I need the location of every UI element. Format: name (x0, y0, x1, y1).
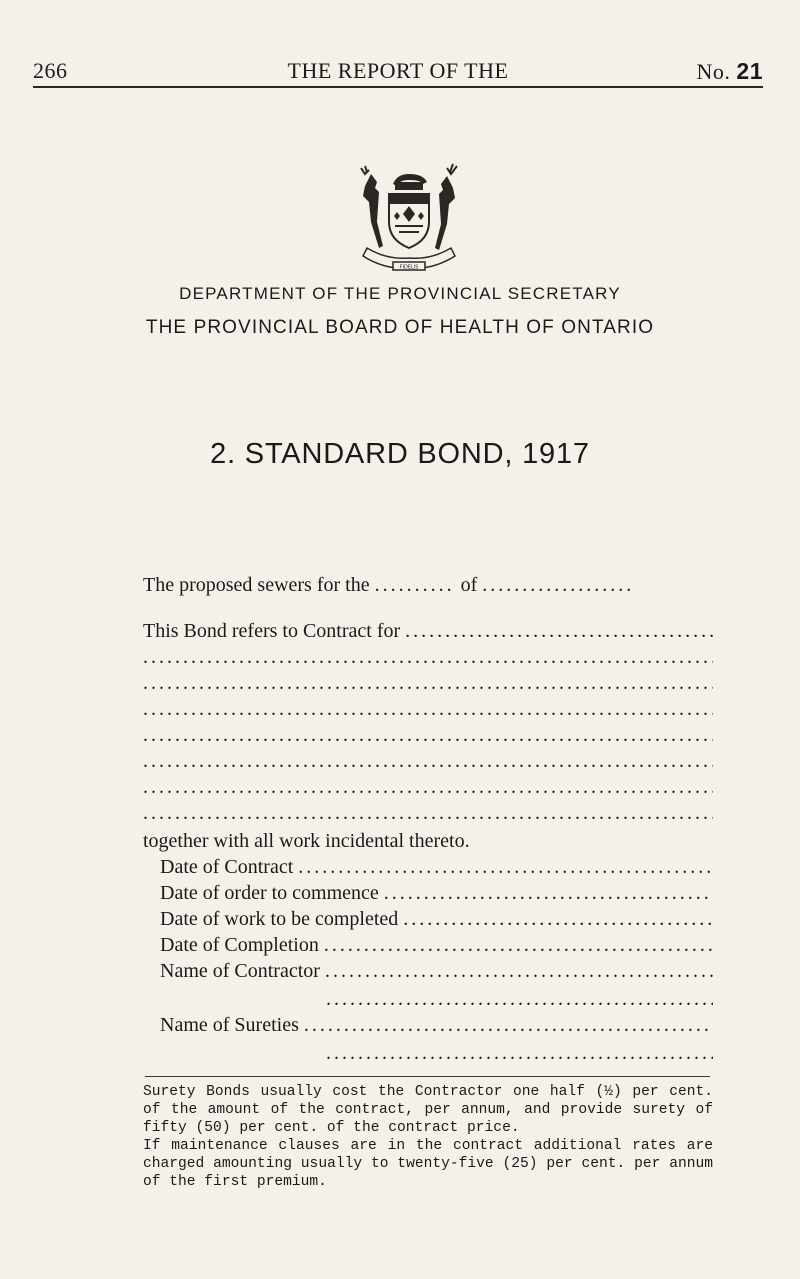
date-completion-label: Date of Completion (160, 934, 319, 956)
blank (143, 724, 713, 752)
dotted-line (143, 646, 713, 674)
name-sureties-label: Name of Sureties (160, 1014, 299, 1036)
form-title: 2. STANDARD BOND, 1917 (210, 438, 590, 470)
name-sureties-line (160, 1014, 713, 1042)
svg-text:FIDELIS: FIDELIS (399, 264, 419, 271)
date-work-completed-line (160, 908, 713, 936)
date-of-contract-blank (293, 856, 713, 884)
of-label: of (460, 574, 478, 596)
blank (143, 672, 713, 700)
dotted-line (143, 750, 713, 778)
issue-number (697, 58, 763, 85)
date-completion-line (160, 934, 713, 962)
dotted-line (143, 802, 713, 830)
dotted-line (143, 672, 713, 700)
dotted-line (326, 988, 713, 1016)
page-number: 266 (33, 58, 68, 83)
note-paragraph-1: Surety Bonds usually cost the Contractor one half (½) per cent. of the amount of the contract, per annum, and provide surety of fifty (50) per cent. of the contract price. (143, 1084, 713, 1136)
dotted-line (143, 776, 713, 804)
date-work-completed-blank (398, 908, 713, 936)
issue-number-value: 21 (736, 58, 763, 84)
proposed-sewers-line (143, 574, 713, 602)
blank (143, 698, 713, 726)
name-contractor-label: Name of Contractor (160, 960, 320, 982)
bond-refers-line (143, 620, 713, 648)
date-order-commence-line (160, 882, 713, 910)
running-title: THE REPORT OF THE (287, 58, 509, 83)
blank (143, 646, 713, 674)
blank (143, 802, 713, 830)
blank (143, 776, 713, 804)
date-order-commence-blank (379, 882, 713, 910)
name-sureties-blank (299, 1014, 713, 1042)
blank (326, 988, 713, 1016)
notes-block (143, 1083, 713, 1191)
dotted-line (326, 1042, 713, 1070)
of-blank (477, 574, 632, 602)
together-label: together with all work incidental thereto. (143, 830, 470, 852)
date-work-completed-label: Date of work to be completed (160, 908, 399, 930)
sewers-blank (370, 574, 455, 602)
ontario-coat-of-arms (353, 162, 465, 274)
contract-blank (400, 620, 713, 648)
board-heading: THE PROVINCIAL BOARD OF HEALTH OF ONTARIO (145, 317, 655, 338)
header-rule (33, 86, 763, 88)
date-order-commence-label: Date of order to commence (160, 882, 379, 904)
date-of-contract-line (160, 856, 713, 884)
dotted-line (143, 698, 713, 726)
note-paragraph-2: If maintenance clauses are in the contract additional rates are charged amounting usually to twenty-five (25) per cent. per annum of the first premium. (143, 1138, 713, 1190)
blank (143, 750, 713, 778)
date-completion-blank (319, 934, 713, 962)
name-contractor-blank (320, 960, 713, 988)
together-line (143, 830, 713, 858)
issue-prefix: No. (696, 59, 731, 84)
name-contractor-line (160, 960, 713, 988)
running-header (33, 58, 763, 88)
department-heading: DEPARTMENT OF THE PROVINCIAL SECRETARY (179, 284, 621, 303)
bond-refers-label: This Bond refers to Contract for (143, 620, 401, 642)
proposed-sewers-label: The proposed sewers for the (143, 574, 370, 596)
date-of-contract-label: Date of Contract (160, 856, 294, 878)
notes-rule (145, 1076, 710, 1077)
dotted-line (143, 724, 713, 752)
blank (326, 1042, 713, 1070)
